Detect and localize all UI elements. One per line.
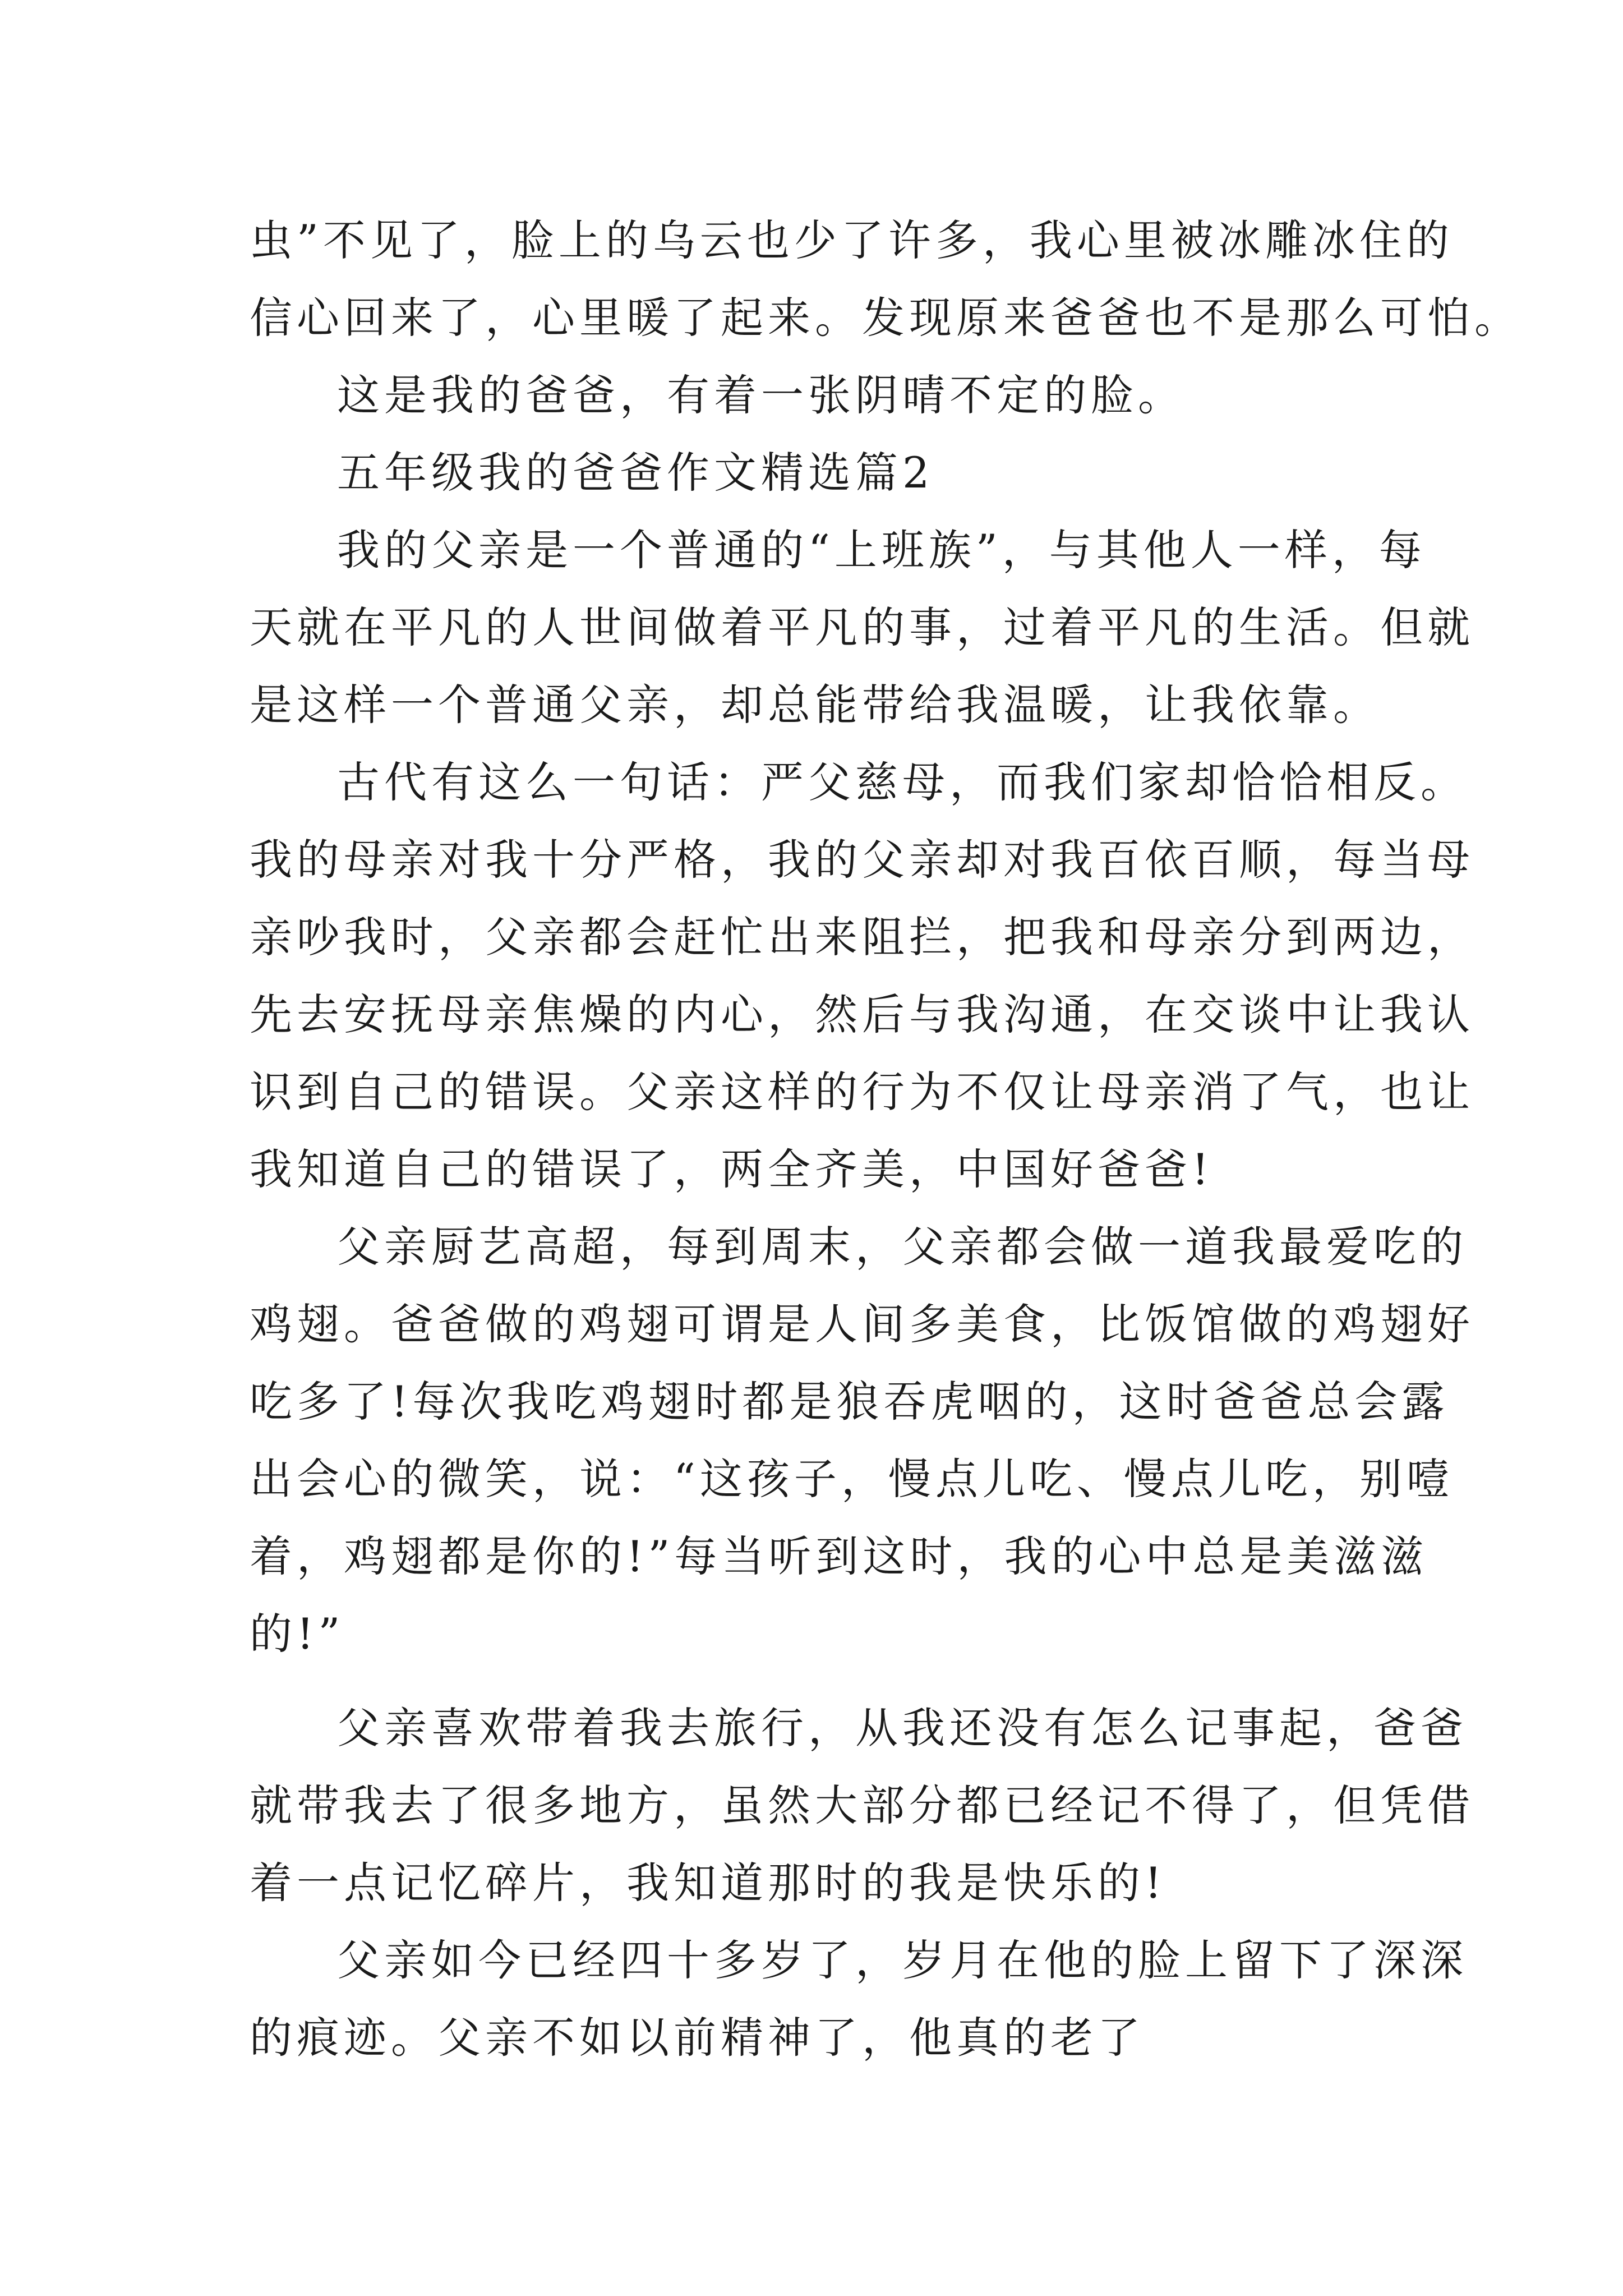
text-line: 这是我的爸爸，有着一张阴晴不定的脸。	[337, 370, 1185, 420]
text-line: 亲吵我时，父亲都会赶忙出来阻拦，把我和母亲分到两边，	[250, 912, 1474, 962]
text-line: 先去安抚母亲焦燥的内心，然后与我沟通，在交谈中让我认	[250, 990, 1474, 1039]
text-line: 父亲如今已经四十多岁了，岁月在他的脸上留下了深深	[337, 1935, 1468, 1985]
text-line: 鸡翅。爸爸做的鸡翅可谓是人间多美食，比饭馆做的鸡翅好	[250, 1299, 1474, 1349]
paragraph-gap	[250, 1673, 1399, 1690]
text-line: 着一点记忆碎片，我知道那时的我是快乐的!	[250, 1858, 1166, 1908]
text-line: 着，鸡翅都是你的!”每当听到这时，我的心中总是美滋滋	[250, 1531, 1428, 1581]
text-line: 的痕迹。父亲不如以前精神了，他真的老了	[250, 2013, 1145, 2063]
text-line: 古代有这么一句话：严父慈母，而我们家却恰恰相反。	[337, 757, 1468, 807]
text-line: 信心回来了，心里暖了起来。发现原来爸爸也不是那么可怕。	[250, 293, 1521, 343]
article-body	[250, 202, 1521, 2077]
text-line: 父亲厨艺高超，每到周末，父亲都会做一道我最爱吃的	[337, 1222, 1468, 1272]
text-line: 我的母亲对我十分严格，我的父亲却对我百依百顺，每当母	[250, 835, 1474, 885]
text-line: 是这样一个普通父亲，却总能带给我温暖，让我依靠。	[250, 680, 1380, 730]
text-line: 吃多了!每次我吃鸡翅时都是狼吞虎咽的，这时爸爸总会露	[250, 1377, 1449, 1427]
text-line: 识到自己的错误。父亲这样的行为不仅让母亲消了气，也让	[250, 1067, 1474, 1117]
text-line: 虫”不见了，脸上的乌云也少了许多，我心里被冰雕冰住的	[250, 215, 1454, 265]
text-line: 就带我去了很多地方，虽然大部分都已经记不得了，但凭借	[250, 1780, 1474, 1830]
text-line: 我知道自己的错误了，两全齐美，中国好爸爸!	[250, 1144, 1214, 1194]
section-heading: 五年级我的爸爸作文精选篇2	[337, 448, 934, 498]
text-line: 的!”	[250, 1609, 345, 1659]
text-line: 出会心的微笑，说：“这孩子，慢点儿吃、慢点儿吃，别噎	[250, 1454, 1454, 1504]
text-line: 天就在平凡的人世间做着平凡的事，过着平凡的生活。但就	[250, 602, 1474, 652]
text-line: 父亲喜欢带着我去旅行，从我还没有怎么记事起，爸爸	[337, 1703, 1468, 1753]
text-line: 我的父亲是一个普通的“上班族”，与其他人一样，每	[337, 525, 1426, 575]
